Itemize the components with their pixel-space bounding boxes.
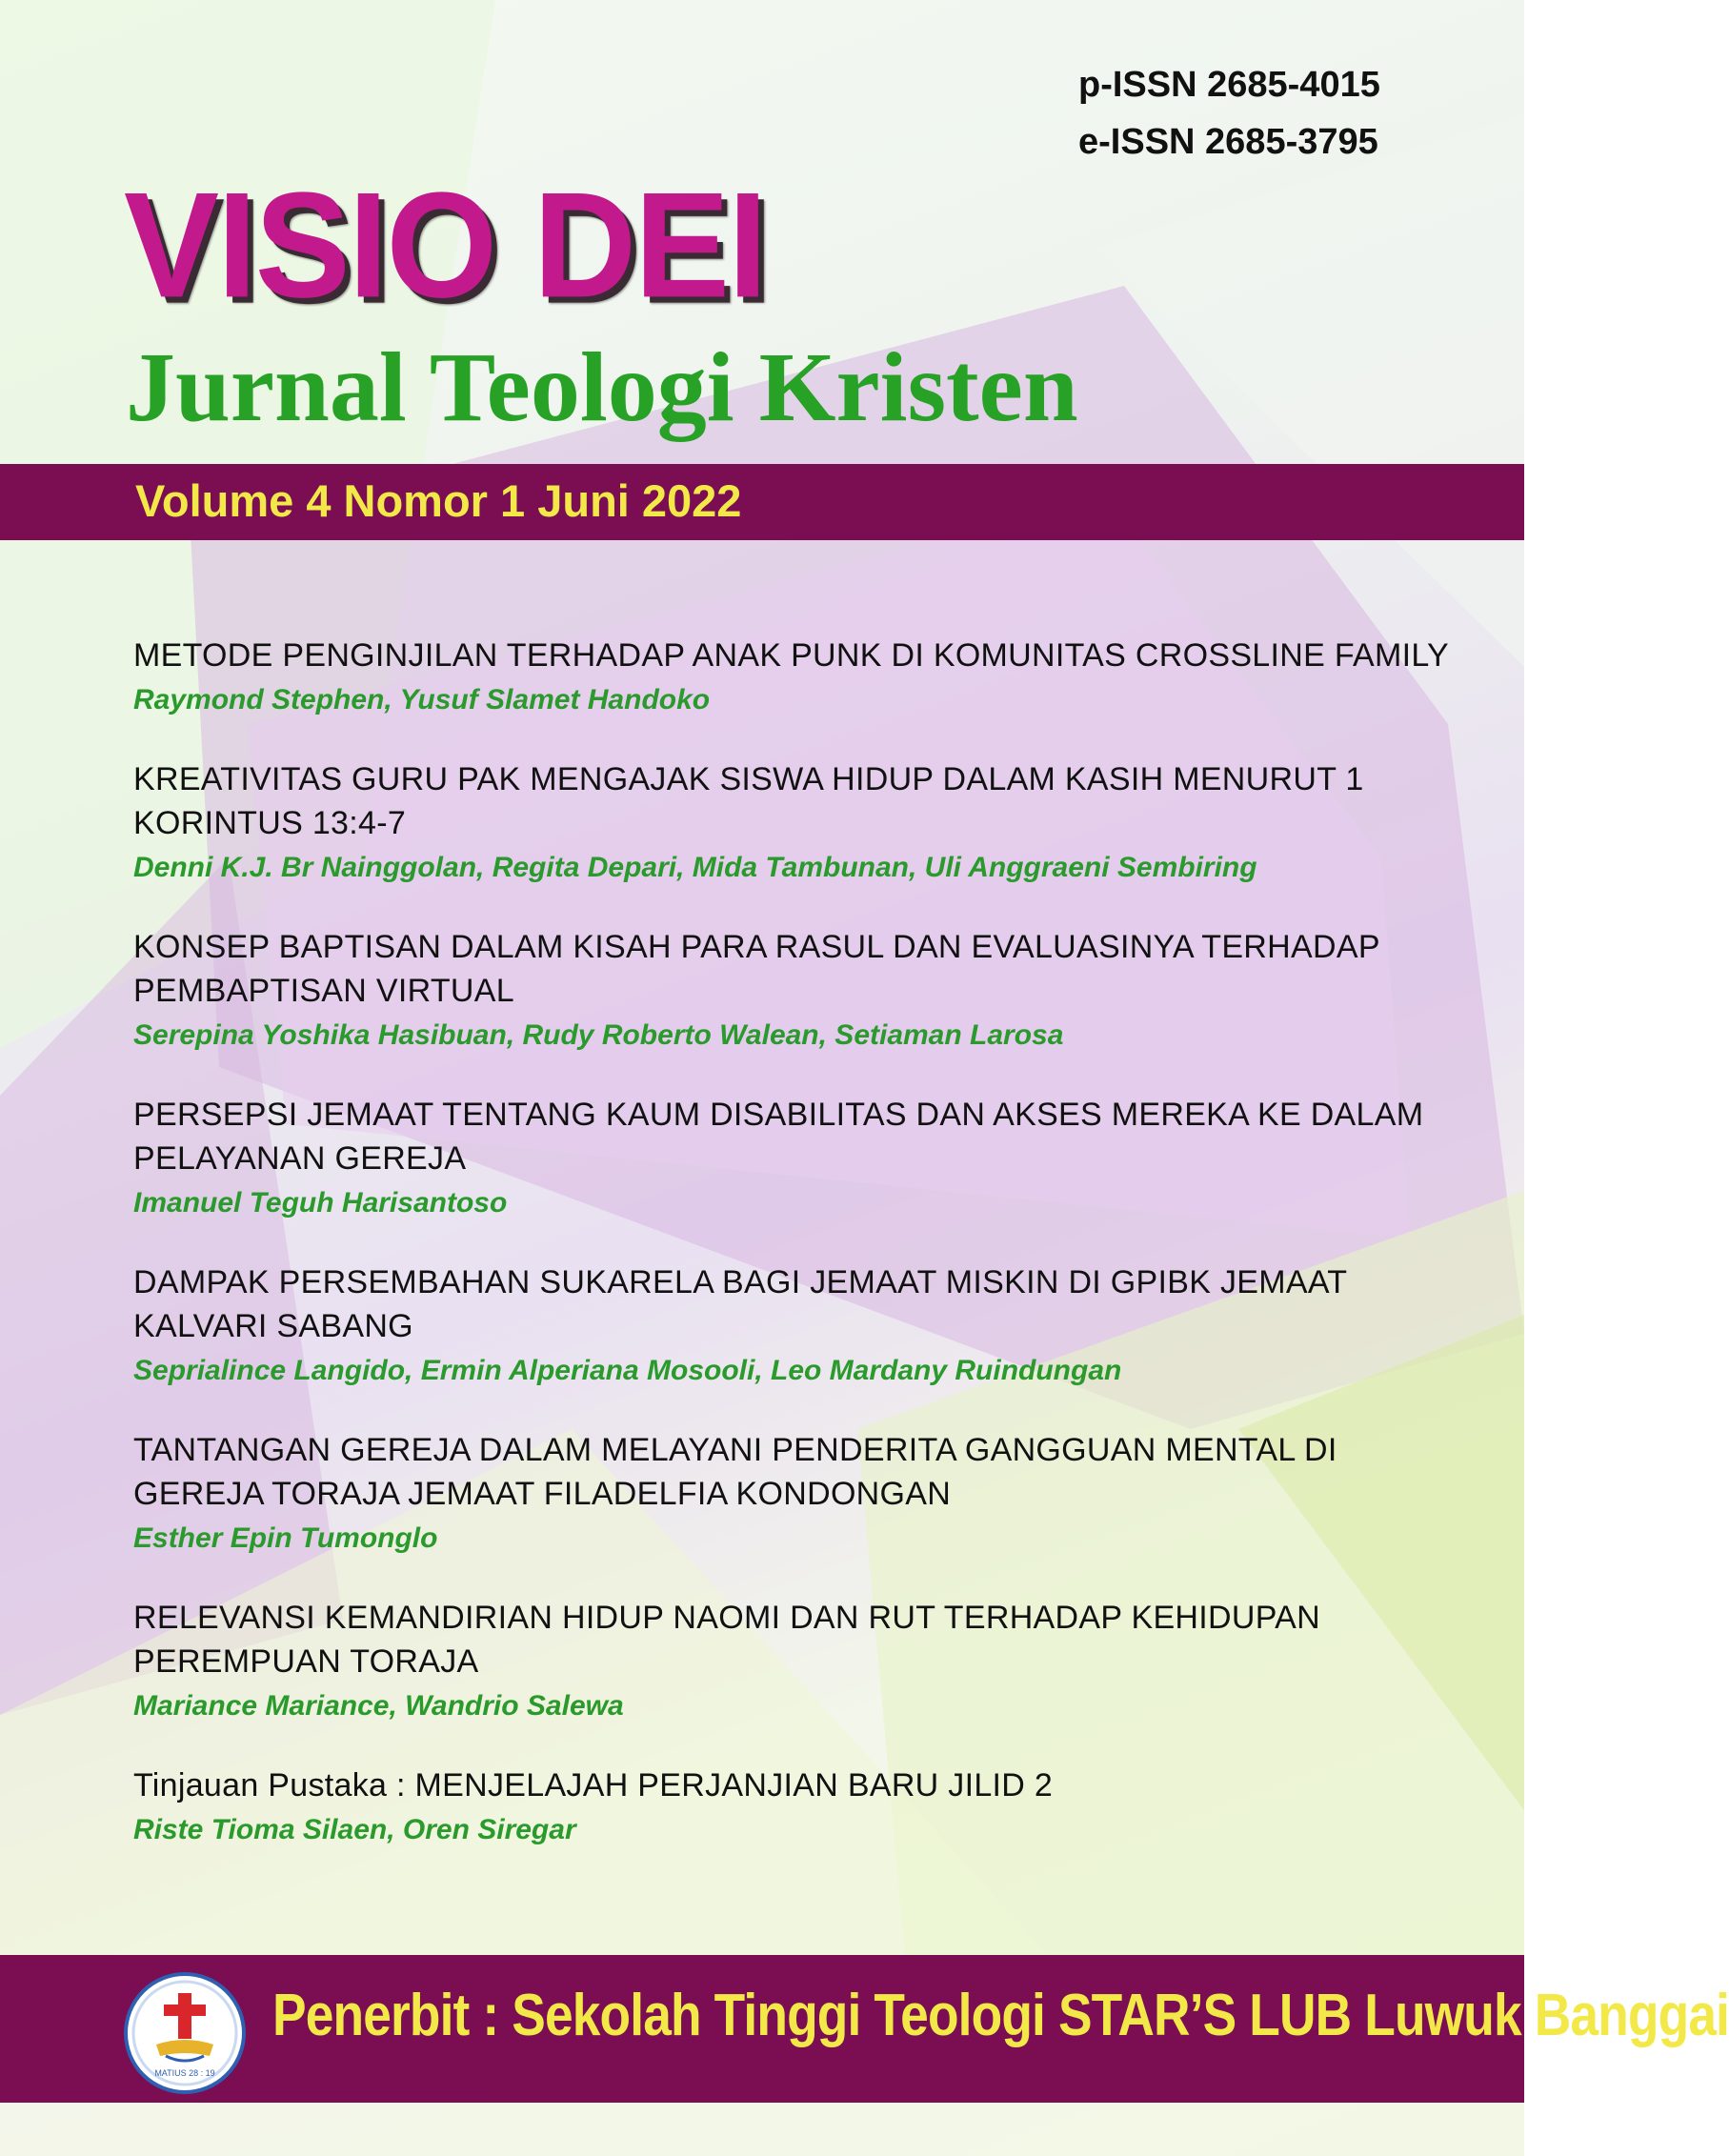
article-authors: Raymond Stephen, Yusuf Slamet Handoko <box>133 684 711 715</box>
article-authors: Seprialince Langido, Ermin Alperiana Mosooli, Leo Mardany Ruindungan <box>133 1355 1122 1386</box>
logo-graphic <box>128 1976 242 2090</box>
book-review-title: MENJELAJAH PERJANJIAN BARU JILID 2 <box>414 1767 1054 1803</box>
book-review-authors: Riste Tioma Silaen, Oren Siregar <box>133 1814 576 1845</box>
article-title: PERSEPSI JEMAAT TENTANG KAUM DISABILITAS DAN AKSES MEREKA KE DALAM PELAYANAN GEREJA <box>133 1097 1424 1177</box>
p-issn: p-ISSN 2685-4015 <box>1078 65 1380 105</box>
article-title: METODE PENGINJILAN TERHADAP ANAK PUNK DI KOMUNITAS CROSSLINE FAMILY <box>133 637 1450 674</box>
article-item <box>133 634 1467 719</box>
article-item <box>133 1428 1467 1558</box>
article-item <box>133 757 1467 887</box>
publisher-text: Penerbit : Sekolah Tinggi Teologi STAR’S LUB Luwuk Banggai <box>272 1983 1729 2048</box>
book-review-label: Tinjauan Pustaka : <box>133 1767 415 1803</box>
book-review-heading <box>133 1763 1467 1807</box>
article-title: KONSEP BAPTISAN DALAM KISAH PARA RASUL DAN EVALUASINYA TERHADAP PEMBAPTISAN VIRTUAL <box>133 929 1380 1009</box>
e-issn: e-ISSN 2685-3795 <box>1078 122 1378 162</box>
article-authors: Imanuel Teguh Harisantoso <box>133 1187 508 1219</box>
volume-info: Volume 4 Nomor 1 Juni 2022 <box>135 475 742 526</box>
journal-title: VISIO DEI <box>124 160 766 329</box>
article-authors: Esther Epin Tumonglo <box>133 1522 438 1554</box>
article-item <box>133 925 1467 1055</box>
article-title: KREATIVITAS GURU PAK MENGAJAK SISWA HIDUP DALAM KASIH MENURUT 1 KORINTUS 13:4-7 <box>133 761 1364 841</box>
logo-motto: MATIUS 28 : 19 <box>154 2068 215 2078</box>
book-review-item <box>133 1763 1467 1849</box>
article-authors: Denni K.J. Br Nainggolan, Regita Depari, Mida Tambunan, Uli Anggraeni Sembiring <box>133 852 1257 883</box>
article-item <box>133 1093 1467 1222</box>
article-item <box>133 1596 1467 1725</box>
article-list <box>133 634 1467 1887</box>
article-authors: Mariance Mariance, Wandrio Salewa <box>133 1690 624 1722</box>
journal-subtitle: Jurnal Teologi Kristen <box>126 332 1078 442</box>
article-title: DAMPAK PERSEMBAHAN SUKARELA BAGI JEMAAT MISKIN DI GPIBK JEMAAT KALVARI SABANG <box>133 1264 1347 1344</box>
article-title: RELEVANSI KEMANDIRIAN HIDUP NAOMI DAN RUT TERHADAP KEHIDUPAN PEREMPUAN TORAJA <box>133 1600 1321 1680</box>
article-item <box>133 1260 1467 1390</box>
article-authors: Serepina Yoshika Hasibuan, Rudy Roberto Walean, Setiaman Larosa <box>133 1019 1064 1051</box>
seal-emblem-icon <box>124 1972 246 2094</box>
article-title: TANTANGAN GEREJA DALAM MELAYANI PENDERITA GANGGUAN MENTAL DI GEREJA TORAJA JEMAAT FILADELFIA KONDONGAN <box>133 1432 1337 1512</box>
